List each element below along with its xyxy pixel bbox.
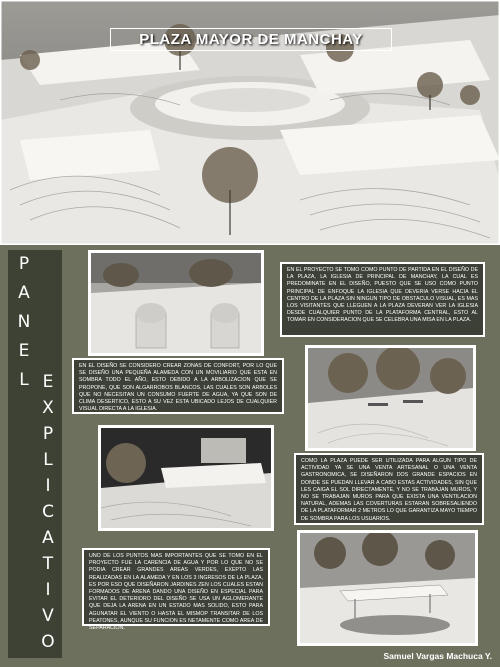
- pavilion-photo: [98, 425, 274, 531]
- description-comfort-zones: EN EL DISEÑO SE CONSIDERO CREAR ZONAS DE CONFORT, POR LO QUE SE DISEÑO UNA PEQUEÑA ALAMEDA CON UN MOVILIARIO QUE ESTA EN SOMBRA TODO EL AÑO, ESTO DEBIDO A LA ARBOLIZACION QUE SE PROPONE, QUE SON ALGARROBOS BLANCOS, LAS CUALES SON ARBOLES QUE NO NECESITAN UN CONSUMO FUERTE DE AGUA, YA QUE SON DE CLIMA DESERTICO, ESTO A SU VEZ ESTA UBICADO LEJOS DE CUALQUIER VISUAL DIRECTA A LA IGLESIA.: [72, 358, 284, 414]
- panel-explicativo-strip: [8, 250, 62, 658]
- author-name: Samuel Vargas Machuca Y.: [383, 651, 492, 661]
- panel-letter: A: [18, 283, 30, 303]
- explicativo-letter: E: [42, 372, 54, 392]
- panel-letter: E: [18, 341, 30, 361]
- description-zen-gardens: UNO DE LOS PUNTOS MAS IMPORTANTES QUE SE TOMO EN EL PROYECTO FUE LA CARENCIA DE AGUA Y POR LO QUE NO SE PODIA CREAR GRANDES AREAS VERDES, EXEPTO LAS REALIZADAS EN LA ALAMEDA Y EN LOS 3 INGRESOS DE LA PLAZA, ES POR ESO QUE DISEÑARON JARDINES ZEN LOS CUALES ESTAN FORMADOS DE ARENA DANDO UNA DISEÑO EN ESPECIAL PARA EVITAR EL DETERIORO DEL DISEÑO SE USA UN AGLOMERANTE QUE DEJA LA ARENA EN UN ESTADO MAS SOLIDO, ESTO PARA AGUNATAR EL VIENTO O HASTA EL MISMOP TRANSITAR DE LOS PEATONES, AUNQUE SU FUNCION ES NETAMENTE COMO AREA DE SEPARACION.: [82, 548, 270, 626]
- explicativo-letter: T: [42, 554, 54, 574]
- description-activity-spaces: COMO LA PLAZA PUEDE SER UTILIZADA PARA ALGUN TIPO DE ACTIVIDAD YA SE UNA VENTA ARTESANAL O UNA VENTA GASTRONOMICA, SE DISEÑARON DOS GRANDE ESPACIOS EN DONDE SE PUEDAN LLEVAR A CABO ESTAS ACTIVIDADES, SIN QUE LES CAIGA EL SOL DIRECTAMENTE, Y NO SE TRABAJAN MUROS, Y NO SE TRABAJAN MUROS PARA QUE EXISTA UNA VENTILACION NATURAL, ADEMAS LAS COVERTURAS ESTARAN SOBRESALIENDO DE LA PLATAFORMAR 2 METROS LO QUE GARANTIZA MAYO TIEMPO DE SOMBRA PARA LOS USUARIOS.: [294, 453, 484, 525]
- alameda-photo: [305, 345, 476, 451]
- explicativo-letter: O: [41, 632, 55, 652]
- panel-letter: L: [19, 370, 29, 390]
- explicativo-letter: C: [42, 502, 54, 522]
- explicativo-letter: I: [45, 580, 51, 600]
- explicativo-letter: I: [45, 476, 51, 496]
- covered-area-photo: [297, 530, 478, 646]
- explicativo-letter: X: [42, 398, 54, 418]
- panel-letter: N: [17, 312, 31, 332]
- explicativo-letter: P: [42, 424, 54, 444]
- panel-letter: P: [18, 254, 30, 274]
- church-view-photo: [88, 250, 264, 356]
- hero-model-photo: [0, 0, 500, 245]
- explicativo-letter: L: [43, 450, 53, 470]
- explicativo-letter: V: [42, 606, 54, 626]
- page-title: PLAZA MAYOR DE MANCHAY: [110, 28, 392, 51]
- description-church-focus: EN EL PROYECTO SE TOMO COMO PUNTO DE PARTIDA EN EL DISEÑO DE LA PLAZA, LA IGLESIA DE PRINCIPAL DE MANCHAY, LA CUAL ES PREDOMINATE EN EL DISEÑO, PUESTO QUE SE USO COMO PUNTO PRINCIPAL DE ENFOQUE LA IGLESIA QUE DEVERIA VERSE HACIA EL CENTRO DE LA PLAZA SIN NINGUN TIPO DE OBSTACULO VISUAL, ES MAS LOS VISITANTES QUE LLEGUEN A LA PLAZA DEVERAN VER LA IGLESIA DESDE CUALQUIER PUNTO DE LA PLATAFORMA CENTRAL, ESTO AL TOMAR EN CONSIDERACION QUE SE CELEBRA UNA MISA EN LA PLAZA.: [280, 262, 485, 337]
- explicativo-letter: A: [42, 528, 54, 548]
